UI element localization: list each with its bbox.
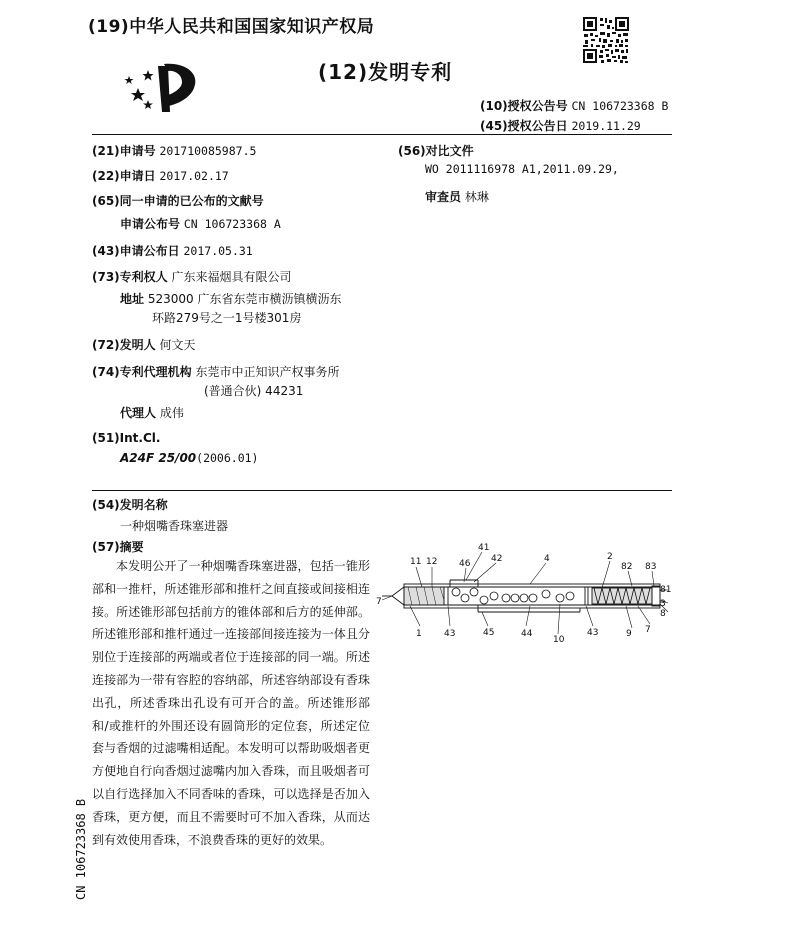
abstract-text: 本发明公开了一种烟嘴香珠塞进器，包括一锥形部和一推杆，所述锥形部和推杆之间直接或间接相连接。所述锥形部包括前方的锥体部和后方的延伸部。所述锥形部和推杆通过一连接部间接连接为一体且分别位于连接部的两端或者位于连接部的同一端。所述连接部为一带有容腔的容纳部，所述容纳部设有香珠出孔，所述香珠出孔设有可开合的盖。所述锥形部和/或推杆的外围还设有圆筒形的定位套，所述定位套与香烟的过滤嘴相适配。本发明可以帮助吸烟者更方便地自行向香烟过滤嘴内加入香珠，而且吸烟者可以自行选择加入不同香味的香珠，可以选择是否加入香珠，更方便，而且不需要时可不加入香珠，从而达到有效使用香珠，不浪费香珠的更好的效果。 xyxy=(92,559,370,847)
intcl-class: A24F 25/00 xyxy=(120,451,197,465)
intcl-row xyxy=(120,451,258,465)
grant-number-row xyxy=(480,97,668,114)
prior-publication-date-value: 2017.05.31 xyxy=(183,244,253,258)
application-date-row xyxy=(92,167,229,184)
label-8: 8 xyxy=(660,609,666,619)
label-11: 11 xyxy=(410,557,422,567)
agency-line-2: (普通合伙) 44231 xyxy=(204,384,304,398)
inventor-row xyxy=(92,336,196,353)
agent-value: 成伟 xyxy=(159,406,184,420)
application-date-label: (22)申请日 xyxy=(92,169,156,183)
references-value xyxy=(425,162,619,176)
address-line-2: 环路279号之一1号楼301房 xyxy=(152,311,302,325)
technical-drawing xyxy=(370,540,670,650)
examiner-label: 审查员 xyxy=(425,190,462,204)
intcl-label-text: (51)Int.Cl. xyxy=(92,431,161,445)
label-43-right: 43 xyxy=(587,628,599,638)
label-45: 45 xyxy=(483,628,495,638)
inventor-label: (72)发明人 xyxy=(92,338,156,352)
prior-publication-number-label: 申请公布号 xyxy=(120,217,181,231)
prior-publication-label: (65)同一申请的已公布的文献号 xyxy=(92,194,264,208)
application-number-value: 201710085987.5 xyxy=(159,144,257,158)
inventor-value: 何文天 xyxy=(159,338,196,352)
abstract-label: (57)摘要 xyxy=(92,540,144,554)
label-12: 12 xyxy=(426,557,438,567)
grant-date-label: (45)授权公告日 xyxy=(480,119,568,133)
references-label-row xyxy=(398,142,474,159)
label-82: 82 xyxy=(621,562,633,572)
grant-date-value: 2019.11.29 xyxy=(571,119,641,133)
invention-title-value: 一种烟嘴香珠塞进器 xyxy=(120,519,229,533)
patentee-label: (73)专利权人 xyxy=(92,270,168,284)
references-label: (56)对比文件 xyxy=(398,144,474,158)
office-name: (19)中华人民共和国国家知识产权局 xyxy=(88,17,375,37)
grant-date-row xyxy=(480,117,641,134)
label-83: 83 xyxy=(645,562,657,572)
label-2: 2 xyxy=(607,552,613,562)
label-7-left: 7 xyxy=(376,597,382,607)
references-value-text: WO 2011116978 A1,2011.09.29, xyxy=(425,162,619,176)
agency-label: (74)专利代理机构 xyxy=(92,365,192,379)
label-7-right: 7 xyxy=(645,625,651,635)
application-number-row xyxy=(92,142,256,159)
patentee-row xyxy=(92,268,292,285)
intcl-label xyxy=(92,431,160,445)
prior-publication-number-row xyxy=(120,215,281,232)
prior-publication-date-row xyxy=(92,242,253,259)
abstract-label-row xyxy=(92,538,144,555)
patentee-value: 广东来福烟具有限公司 xyxy=(171,270,292,284)
label-46: 46 xyxy=(459,559,471,569)
agent-row xyxy=(120,404,184,421)
agency-line-1: 东莞市中正知识产权事务所 xyxy=(195,365,340,379)
address-line-1: 523000 广东省东莞市横沥镇横沥东 xyxy=(147,292,342,306)
agency-row xyxy=(92,363,340,380)
invention-title-label: (54)发明名称 xyxy=(92,498,168,512)
prior-publication-row xyxy=(92,192,264,209)
label-43-left: 43 xyxy=(444,629,456,639)
label-3: 3 xyxy=(660,599,666,609)
qr-code-icon xyxy=(582,16,630,64)
prior-publication-number-value: CN 106723368 A xyxy=(183,217,281,231)
header-divider xyxy=(92,134,672,135)
grant-number-label: (10)授权公告号 xyxy=(480,99,568,113)
examiner-value: 林琳 xyxy=(464,190,489,204)
address-row xyxy=(120,290,341,307)
label-9: 9 xyxy=(626,629,632,639)
label-42: 42 xyxy=(491,554,503,564)
section-divider xyxy=(92,490,672,491)
cone-tip xyxy=(392,587,404,605)
document-type: (12)发明专利 xyxy=(318,60,453,84)
label-81: 81 xyxy=(660,585,672,595)
label-10: 10 xyxy=(553,635,565,645)
prior-publication-date-label: (43)申请公布日 xyxy=(92,244,180,258)
grant-number-value: CN 106723368 B xyxy=(571,99,669,113)
agent-label: 代理人 xyxy=(120,406,157,420)
cnipa-logo-icon xyxy=(124,58,204,114)
side-document-code: CN 106723368 B xyxy=(74,798,88,900)
application-number-label: (21)申请号 xyxy=(92,144,156,158)
label-44: 44 xyxy=(521,629,533,639)
label-1: 1 xyxy=(416,629,422,639)
examiner-row xyxy=(425,188,489,205)
address-label: 地址 xyxy=(120,292,145,306)
label-41: 41 xyxy=(478,543,490,553)
intcl-year: (2006.01) xyxy=(196,451,259,465)
label-4: 4 xyxy=(544,554,550,564)
application-date-value: 2017.02.17 xyxy=(159,169,229,183)
invention-title-label-row xyxy=(92,496,168,513)
